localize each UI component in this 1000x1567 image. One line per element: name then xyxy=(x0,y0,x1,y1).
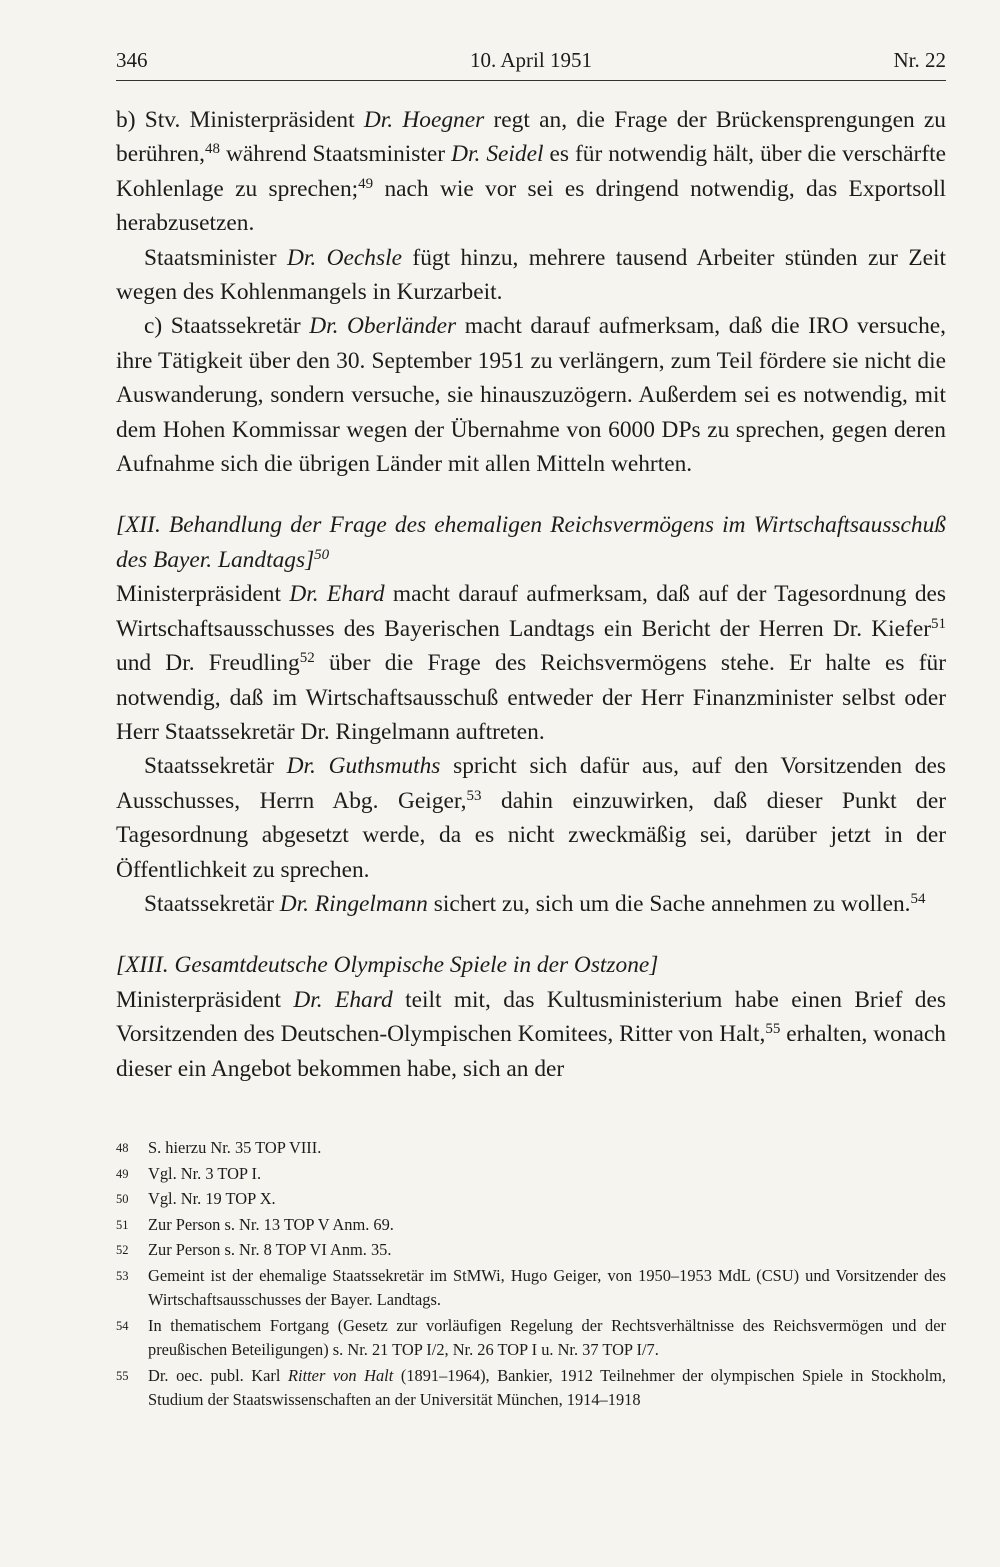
footnote-number: 54 xyxy=(116,1318,129,1333)
footnote xyxy=(116,1264,946,1312)
footnotes xyxy=(116,1136,946,1413)
document-number: Nr. 22 xyxy=(893,48,946,72)
text-run: Vgl. Nr. 19 TOP X. xyxy=(148,1189,276,1209)
text-run: Vgl. Nr. 3 TOP I. xyxy=(148,1163,262,1183)
text-run: und Dr. Freudling xyxy=(116,650,300,677)
text-run: [XII. Behandlung der Frage des ehemaligen Reichsvermögens im Wirtschaftsausschuß des Bayer. Landtags] xyxy=(116,512,946,573)
footnote xyxy=(116,1364,946,1412)
footnote xyxy=(116,1162,946,1186)
footnote-number: 55 xyxy=(116,1368,129,1383)
text-run: erhalten, wonach dieser ein Angebot bekommen habe, sich an der xyxy=(116,1021,947,1082)
footnote xyxy=(116,1213,946,1237)
paragraph xyxy=(116,103,946,241)
text-run: (1891–1964), Bankier, 1912 Teilnehmer der olympischen Spiele in Stockholm, Studium der Staatswissenschaften an der Universität München, 1914–1918 xyxy=(148,1365,946,1409)
text-run: Dr. oec. publ. Karl xyxy=(148,1365,288,1385)
text-run: b) Stv. Ministerpräsident xyxy=(116,107,364,133)
person-name: Dr. Hoegner xyxy=(363,107,485,133)
text-run: S. hierzu Nr. 35 TOP VIII. xyxy=(148,1138,322,1157)
footnote xyxy=(116,1187,946,1211)
footnote-reference: 51 xyxy=(931,615,946,632)
text-run: Ministerpräsident xyxy=(116,581,290,608)
text-run: über die Frage des Reichsvermögens stehe. Er halte es für notwendig, daß im Wirtschaftsausschuß entweder der Herr Finanzminister selbst oder Herr Staatssekretär Dr. Ringelmann auftreten. xyxy=(116,650,947,745)
paragraph xyxy=(116,749,946,887)
paragraph xyxy=(116,887,946,921)
footnote-number: 51 xyxy=(116,1217,129,1232)
person-name: Dr. Ehard xyxy=(289,581,385,608)
footnote-reference: 54 xyxy=(910,890,926,907)
footnote-number: 53 xyxy=(116,1268,129,1283)
section-heading xyxy=(116,508,946,577)
person-name: Dr. Seidel xyxy=(451,141,544,168)
footnote xyxy=(116,1136,946,1160)
page-number: 346 xyxy=(116,48,148,72)
header-rule xyxy=(116,80,946,81)
person-name: Ritter von Halt xyxy=(288,1365,394,1385)
text-run: Staatssekretär xyxy=(144,753,287,780)
text-run: sichert zu, sich um die Sache annehmen zu wollen. xyxy=(427,890,911,917)
footnote-reference: 49 xyxy=(358,175,374,192)
paragraph xyxy=(116,983,946,1086)
text-run: fügt hinzu, mehrere tausend Arbeiter stünden zur Zeit wegen des Kohlenmangels in Kurzarbeit. xyxy=(116,244,946,306)
paragraph xyxy=(116,241,946,310)
text-run: dahin einzuwirken, daß dieser Punkt der Tagesordnung abgesetzt werde, da es nicht zweckmäßig sei, darüber jetzt in der Öffentlichkeit zu sprechen. xyxy=(116,787,946,883)
main-text xyxy=(116,103,946,1086)
text-run: macht darauf aufmerksam, daß auf der Tagesordnung des Wirtschaftsausschusses des Bayerischen Landtags ein Bericht der Herren Dr. Kiefer xyxy=(116,581,946,642)
footnote-number: 49 xyxy=(116,1166,129,1181)
text-run: Zur Person s. Nr. 13 TOP V Anm. 69. xyxy=(148,1214,394,1234)
text-run: Staatsminister xyxy=(144,244,287,271)
person-name: Dr. Ehard xyxy=(293,986,393,1013)
section-heading xyxy=(116,948,946,982)
person-name: Dr. Guthsmuths xyxy=(286,753,441,780)
text-run: Ministerpräsident xyxy=(116,986,294,1013)
text-run: Zur Person s. Nr. 8 TOP VI Anm. 35. xyxy=(148,1240,392,1260)
footnote-reference: 50 xyxy=(314,546,330,563)
person-name: Dr. Oberländer xyxy=(309,313,457,340)
text-run: regt an, die Frage der Brückensprengungen zu berühren, xyxy=(116,107,947,168)
text-run: [XIII. Gesamtdeutsche Olympische Spiele in der Ostzone] xyxy=(116,952,659,979)
text-run: teilt mit, das Kultusministerium habe einen Brief des Vorsitzenden des Deutschen-Olympischen Komitees, Ritter von Halt, xyxy=(116,986,946,1048)
footnote-reference: 48 xyxy=(204,141,220,158)
text-run: In thematischem Fortgang (Gesetz zur vorläufigen Regelung der Rechtsverhältnisse des Reichsvermögen und der preußischen Beteiligungen) s. Nr. 21 TOP I/2, Nr. 26 TOP I u. Nr. 37 TOP I/7. xyxy=(148,1315,946,1359)
footnote-number: 48 xyxy=(116,1141,129,1155)
text-run: macht darauf aufmerksam, daß die IRO versuche, ihre Tätigkeit über den 30. September 1951 zu verlängern, zum Teil fördere sie nicht die Auswanderung, sondern versuche, sie hinauszuzögern. Außerdem sei es notwendig, mit dem Hohen Kommissar wegen der Übernahme von 6000 DPs zu sprechen, gegen deren Aufnahme sich die übrigen Länder mit allen Mitteln wehrten. xyxy=(116,313,946,478)
text-run: Staatssekretär xyxy=(144,890,280,917)
text-run: c) Staatssekretär xyxy=(144,313,310,340)
paragraph xyxy=(116,577,946,749)
text-run: spricht sich dafür aus, auf den Vorsitzenden des Ausschusses, Herrn Abg. Geiger, xyxy=(116,753,946,814)
footnote xyxy=(116,1238,946,1262)
footnote-reference: 53 xyxy=(466,787,482,804)
footnote-number: 52 xyxy=(116,1243,129,1258)
footnote-reference: 52 xyxy=(299,650,315,667)
text-run: nach wie vor sei es dringend notwendig, das Exportsoll herabzusetzen. xyxy=(116,175,946,237)
footnote-reference: 55 xyxy=(765,1021,781,1038)
person-name: Dr. Ringelmann xyxy=(279,890,428,917)
footnote xyxy=(116,1314,946,1362)
footnote-number: 50 xyxy=(116,1192,129,1207)
header-date: 10. April 1951 xyxy=(470,48,592,72)
text-run: es für notwendig hält, über die verschärfte Kohlenlage zu sprechen; xyxy=(116,141,947,202)
running-header xyxy=(116,44,946,78)
text-run: Gemeint ist der ehemalige Staatssekretär im StMWi, Hugo Geiger, von 1950–1953 MdL (CSU) und Vorsitzender des Wirtschaftsausschusses der Bayer. Landtags. xyxy=(148,1265,946,1310)
text-run: während Staatsminister xyxy=(219,141,452,168)
paragraph xyxy=(116,309,946,481)
person-name: Dr. Oechsle xyxy=(286,244,402,271)
